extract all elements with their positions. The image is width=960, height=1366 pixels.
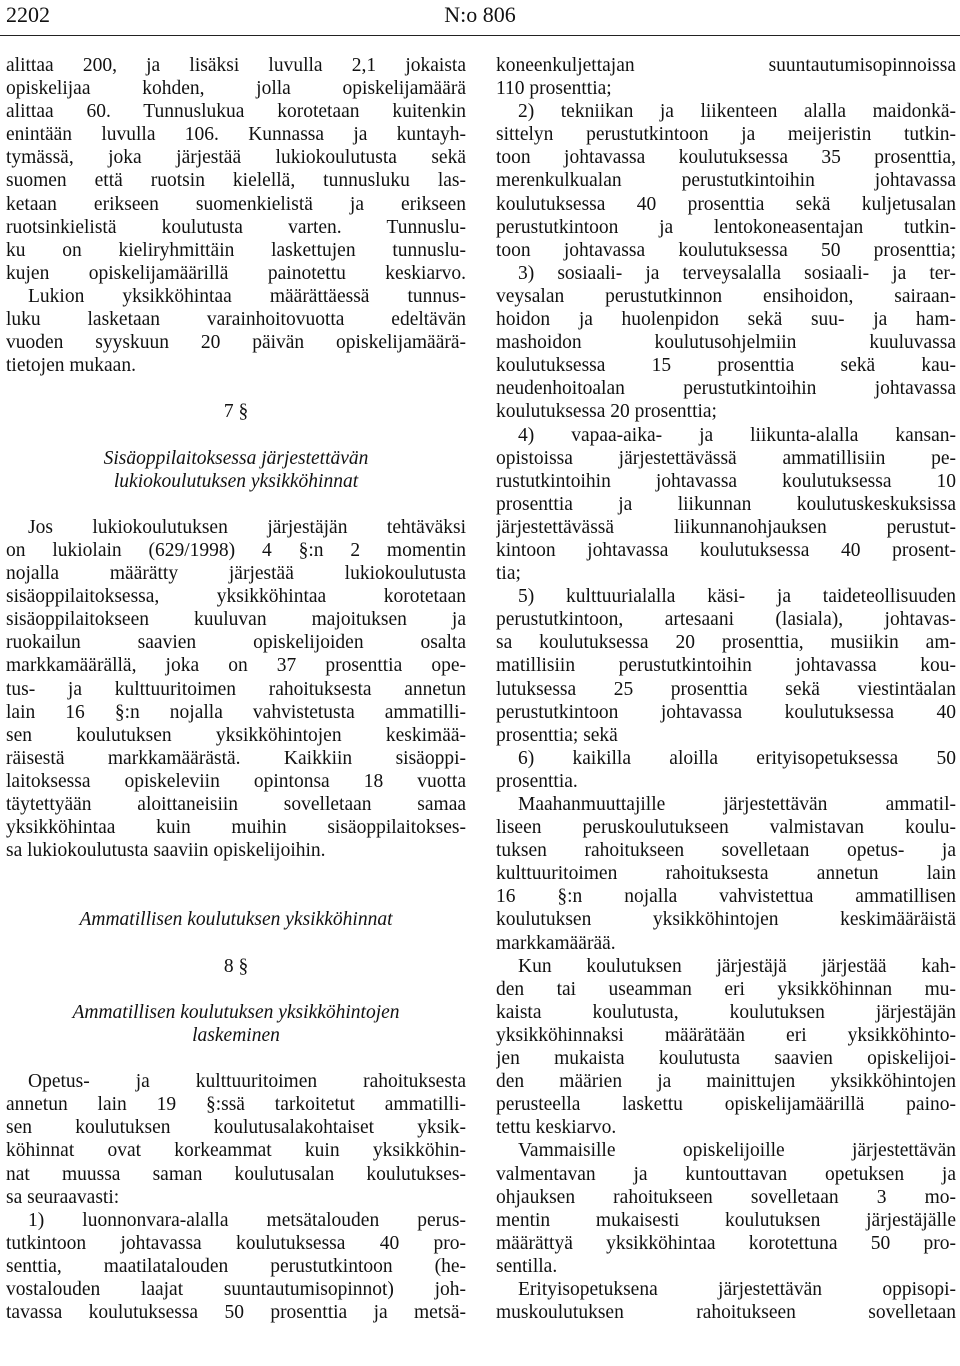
page-number: 2202 xyxy=(6,2,50,27)
text-line: tettu keskiarvo. xyxy=(496,1117,617,1139)
text-line: sa lukiokoulutusta saaviin opiskelijoihin. xyxy=(6,840,326,862)
text-line: prosenttia. xyxy=(496,770,578,792)
text-line: on lukiolain (629/1998) 4 §:n 2 momentin xyxy=(6,539,466,561)
text-line: koulutuksessa 15 prosenttia sekä kau- xyxy=(496,355,956,377)
text-line: sisäoppilaitoksessa, yksikköhintaa korotetaan xyxy=(6,586,466,608)
text-line: matillisiin perustutkintoihin johtavassa kou- xyxy=(496,655,956,677)
text-line: ruotsinkielistä koulutusta varten. Tunnuslu- xyxy=(6,216,466,238)
text-line: kaista koulutusta, koulutuksen järjestäjän xyxy=(496,1001,956,1023)
text-line: 5) kulttuurialalla käsi- ja taideteollisuuden xyxy=(518,586,956,608)
text-line: sittelyn perustutkintoon ja meijeristin tutkin- xyxy=(496,124,956,146)
paragraph-gap xyxy=(6,862,466,885)
section-heading-line: 8 § xyxy=(223,955,249,977)
text-line: alittaa 60. Tunnuslukua korotetaan kuitenkin xyxy=(6,101,466,123)
text-line: senttia, maatilatalouden perustutkintoon (he- xyxy=(6,1255,466,1277)
text-line: Kun koulutuksen järjestäjä järjestää kah- xyxy=(518,955,956,977)
left-column xyxy=(6,54,466,1324)
text-line: 2) tekniikan ja liikenteen alalla maidonkä- xyxy=(518,101,956,123)
text-line: vuoden syyskuun 20 päivän opiskelijamäärä- xyxy=(6,332,466,354)
issue-number: N:o 806 xyxy=(444,2,516,27)
text-line: merenkulkualan perustutkintoihin johtavassa xyxy=(496,170,956,192)
text-line: yksikköhinnaksi määrätään eri yksikköhinto- xyxy=(496,1024,956,1046)
text-line: koulutuksen yksikköhintojen keskimääräistä xyxy=(496,909,956,931)
paragraph-gap xyxy=(6,493,466,516)
text-line: luku lasketaan varainhoitovuotta edeltävän xyxy=(6,309,466,331)
text-line: mashoidon koulutusohjelmiin kuuluvassa xyxy=(496,332,956,354)
text-line: lutuksessa 25 prosenttia sekä viestintäalan xyxy=(496,678,956,700)
text-line: järjestettävässä liikunnanohjauksen perustut- xyxy=(496,516,956,538)
text-line: toon johtavassa koulutuksessa 35 prosenttia, xyxy=(496,147,956,169)
text-line: sen koulutuksen yksikköhintojen keskimää- xyxy=(6,724,466,746)
text-line: perustutkintoon johtavassa koulutuksessa 40 xyxy=(496,701,956,723)
header-rule xyxy=(0,35,960,36)
text-line: opistoissa järjestettävässä ammatillisiin pe- xyxy=(496,447,956,469)
text-line: nojalla määrätty järjestää lukiokoulutusta xyxy=(6,563,466,585)
paragraph-gap xyxy=(6,932,466,955)
text-line: räisestä markkamäärästä. Kaikkiin sisäoppi- xyxy=(6,747,466,769)
text-line: tus- ja kulttuuritoimen rahoituksesta annetun xyxy=(6,678,466,700)
text-line: Jos lukiokoulutuksen järjestäjän tehtäväksi xyxy=(28,516,466,538)
text-line: rustutkintoihin johtavassa koulutuksessa 10 xyxy=(496,470,956,492)
text-line: suomen että ruotsin kielellä, tunnusluku las- xyxy=(6,170,466,192)
text-line: tuksen rahoitukseen sovelletaan opetus- ja xyxy=(496,840,956,862)
text-line: yksikköhintaa kuin muihin sisäoppilaitokses- xyxy=(6,817,466,839)
text-line: kulttuuritoimen rahoituksesta annetun lain xyxy=(496,863,956,885)
text-line: tia; xyxy=(496,563,521,585)
text-line: tymässä, joka järjestää lukiokoulutusta sekä xyxy=(6,147,466,169)
text-line: den määrien ja mainittujen yksikköhintojen xyxy=(496,1071,956,1093)
paragraph-gap xyxy=(6,1047,466,1070)
paragraph-gap xyxy=(6,885,466,908)
text-line: 6) kaikilla aloilla erityisopetuksessa 50 xyxy=(518,747,956,769)
text-line: vostalouden laajat suuntautumisopinnot) joh- xyxy=(6,1278,466,1300)
text-line: köhinnat ovat korkeammat kuin yksikköhin- xyxy=(6,1140,466,1162)
text-line: koneenkuljettajan suuntautumisopinnoissa xyxy=(496,55,956,76)
text-line: toon johtavassa koulutuksessa 50 prosenttia; xyxy=(496,239,956,261)
text-line: den tai useamman eri yksikköhinnan mu- xyxy=(496,978,956,1000)
section-heading-line: lukiokoulutuksen yksikköhinnat xyxy=(113,470,359,492)
text-line: tietojen mukaan. xyxy=(6,355,136,377)
text-line: koulutuksessa 40 prosenttia sekä kuljetusalan xyxy=(496,193,956,215)
text-line: neudenhoitoalan perustutkintoihin johtavassa xyxy=(496,378,956,400)
text-line: Lukion yksikköhintaa määrättäessä tunnus- xyxy=(28,285,466,307)
text-line: alittaa 200, ja lisäksi luvulla 2,1 jokaista xyxy=(6,55,466,76)
text-line: sentilla. xyxy=(496,1255,558,1277)
section-heading-line: Sisäoppilaitoksessa järjestettävän xyxy=(103,447,369,469)
text-line: markkamäärää. xyxy=(496,932,616,954)
text-line: ku on kieliryhmittäin laskettujen tunnuslu- xyxy=(6,239,466,261)
text-line: valmentavan ja kuntouttavan opetuksen ja xyxy=(496,1163,956,1185)
text-line: Opetus- ja kulttuuritoimen rahoituksesta xyxy=(28,1071,466,1093)
text-line: laitoksessa opiskeleviin opintonsa 18 vuotta xyxy=(6,770,466,792)
section-heading-line: 7 § xyxy=(223,401,249,423)
text-line: määrättyä yksikköhintaa korotettuna 50 pro- xyxy=(496,1232,956,1254)
text-line: opiskelijaa kohden, jolla opiskelijamäärä xyxy=(6,78,466,100)
text-line: 16 §:n nojalla vahvistettua ammatillisen xyxy=(496,886,956,908)
text-line: kujen opiskelijamäärillä painotettu keskiarvo. xyxy=(6,262,466,284)
text-line: annetun lain 19 §:ssä tarkoitetut ammatilli- xyxy=(6,1094,466,1116)
text-line: 110 prosenttia; xyxy=(496,78,612,100)
text-line: markkamäärällä, joka on 37 prosenttia ope- xyxy=(6,655,466,677)
paragraph-gap xyxy=(6,377,466,400)
section-heading-line: laskeminen xyxy=(192,1024,280,1046)
text-line: prosenttia ja liikunnan koulutuskeskuksissa xyxy=(496,493,956,515)
text-line: enintään luvulla 106. Kunnassa ja kuntayh- xyxy=(6,124,466,146)
page-header xyxy=(0,0,960,36)
text-line: 1) luonnonvara-alalla metsätalouden perus- xyxy=(28,1209,466,1231)
text-line: perustutkintoon, artesaani (lasiala), johtavas- xyxy=(496,609,956,631)
text-line: mentin mukaisesti koulutuksen järjestäjälle xyxy=(496,1209,956,1231)
text-line: hoidon ja huolenpidon sekä suu- ja ham- xyxy=(496,309,956,331)
text-line: koulutuksessa 20 prosenttia; xyxy=(496,401,717,423)
text-line: sa seuraavasti: xyxy=(6,1186,120,1208)
text-line: sisäoppilaitokseen kuuluvan majoituksen ja xyxy=(6,609,466,631)
text-line: 4) vapaa-aika- ja liikunta-alalla kansan- xyxy=(518,424,956,446)
text-line: 3) sosiaali- ja terveysalalla sosiaali- ja ter- xyxy=(518,262,956,284)
text-line: Vammaisille opiskelijoille järjestettävän xyxy=(518,1140,956,1162)
section-heading-line: Ammatillisen koulutuksen yksikköhinnat xyxy=(79,909,393,931)
text-line: ruokailun saavien opiskelijoiden osalta xyxy=(6,632,466,654)
text-line: prosenttia; sekä xyxy=(496,724,618,746)
text-line: Maahanmuuttajille järjestettävän ammatil- xyxy=(518,794,956,815)
text-line: veysalan perustutkinnon ensihoidon, sairaan- xyxy=(496,285,956,307)
text-line: lain 16 §:n nojalla vahvistetusta ammatilli- xyxy=(6,701,466,723)
text-line: liseen peruskoulutukseen valmistavan koulu- xyxy=(496,817,956,839)
text-line: sa koulutuksessa 20 prosenttia, musiikin am- xyxy=(496,632,956,654)
text-line: perusteella laskettu opiskelijamäärillä paino- xyxy=(496,1094,956,1116)
section-heading-line: Ammatillisen koulutuksen yksikköhintojen xyxy=(72,1001,400,1023)
paragraph-gap xyxy=(6,978,466,1001)
text-line: tavassa koulutuksessa 50 prosenttia ja metsä- xyxy=(6,1302,466,1324)
paragraph-gap xyxy=(6,424,466,447)
text-line: Erityisopetuksena järjestettävän oppisopi- xyxy=(518,1278,956,1300)
text-line: nat muussa saman koulutusalan koulutukses- xyxy=(6,1163,466,1185)
text-line: täytettyään aloittaneisiin sovelletaan samaa xyxy=(6,794,466,815)
text-line: ohjauksen rahoitukseen sovelletaan 3 mo- xyxy=(496,1186,956,1208)
text-line: ketaan erikseen suomenkielistä ja erikseen xyxy=(6,193,466,215)
right-column xyxy=(496,54,956,1324)
text-line: jen mukaista koulutusta saavien opiskelijoi- xyxy=(496,1048,956,1070)
text-line: kintoon johtavassa koulutuksessa 40 prosent- xyxy=(496,539,956,561)
text-line: muskoulutuksen rahoitukseen sovelletaan xyxy=(496,1302,956,1324)
text-line: sen koulutuksen koulutusalakohtaiset yksik- xyxy=(6,1117,466,1139)
text-line: tutkintoon johtavassa koulutuksessa 40 pro- xyxy=(6,1232,466,1254)
text-line: perustutkintoon ja lentokoneasentajan tutkin- xyxy=(496,216,956,238)
